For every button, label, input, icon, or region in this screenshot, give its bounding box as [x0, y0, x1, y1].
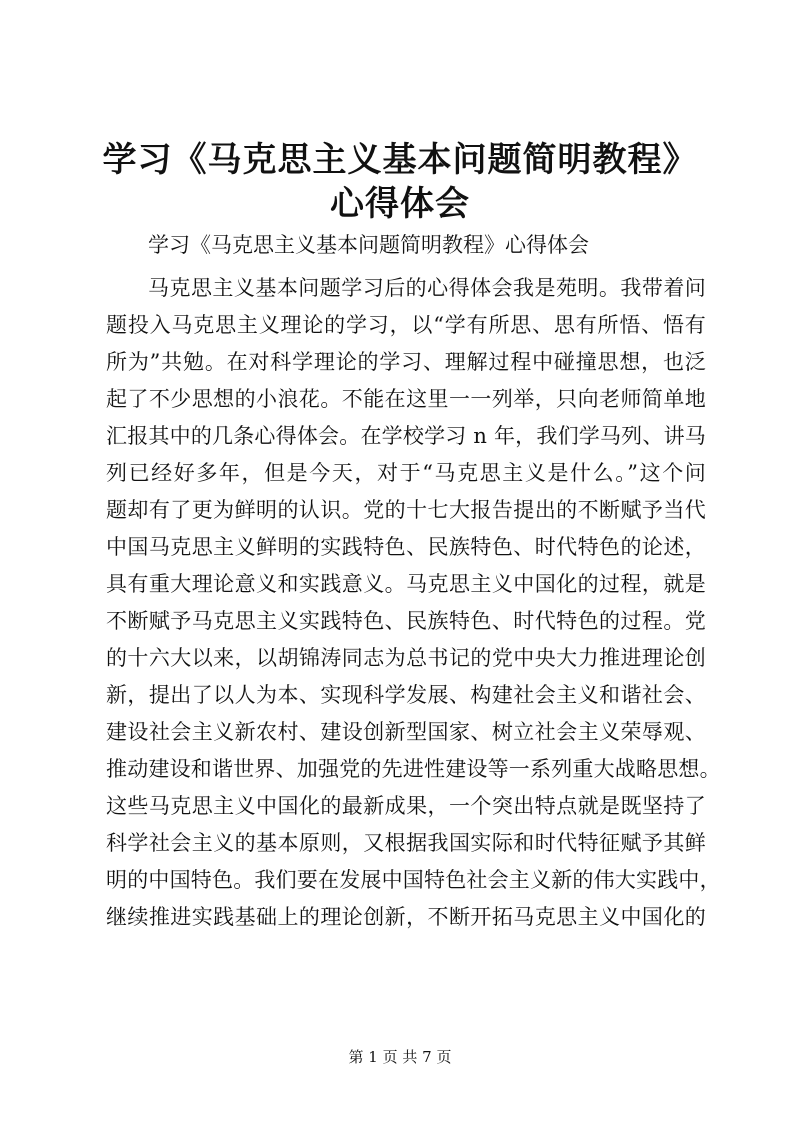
paragraph-line: 汇报其中的几条心得体会。在学校学习 n 年，我们学马列、讲马 [106, 424, 706, 448]
paragraph-line: 新，提出了以人为本、实现科学发展、构建社会主义和谐社会、 [106, 683, 706, 707]
document-title: 学习《马克思主义基本问题简明教程》心得体会 [102, 140, 698, 224]
paragraph-line: 具有重大理论意义和实践意义。马克思主义中国化的过程，就是 [106, 572, 706, 596]
document-subtitle: 学习《马克思主义基本问题简明教程》心得体会 [148, 233, 589, 257]
paragraph-line: 起了不少思想的小浪花。不能在这里一一列举，只向老师简单地 [106, 387, 706, 411]
paragraph-line: 马克思主义基本问题学习后的心得体会我是苑明。我带着问 [148, 276, 706, 300]
paragraph-line: 推动建设和谐世界、加强党的先进性建设等一系列重大战略思想。 [106, 757, 721, 781]
page-number-footer: 第 1 页 共 7 页 [348, 1048, 452, 1066]
paragraph-line: 中国马克思主义鲜明的实践特色、民族特色、时代特色的论述， [106, 535, 706, 559]
paragraph-line: 不断赋予马克思主义实践特色、民族特色、时代特色的过程。党 [106, 609, 706, 633]
paragraph-line: 题投入马克思主义理论的学习，以“学有所思、思有所悟、悟有 [106, 313, 706, 337]
paragraph-line: 这些马克思主义中国化的最新成果，一个突出特点就是既坚持了 [106, 794, 706, 818]
paragraph-line: 科学社会主义的基本原则，又根据我国实际和时代特征赋予其鲜 [106, 831, 706, 855]
paragraph-line: 题却有了更为鲜明的认识。党的十七大报告提出的不断赋予当代 [106, 498, 706, 522]
paragraph-line: 建设社会主义新农村、建设创新型国家、树立社会主义荣辱观、 [106, 720, 706, 744]
paragraph-line: 列已经好多年，但是今天，对于“马克思主义是什么。”这个问 [106, 461, 706, 485]
paragraph-line: 明的中国特色。我们要在发展中国特色社会主义新的伟大实践中， [106, 868, 721, 892]
paragraph-line: 的十六大以来，以胡锦涛同志为总书记的党中央大力推进理论创 [106, 646, 706, 670]
paragraph-line: 继续推进实践基础上的理论创新，不断开拓马克思主义中国化的 [106, 905, 706, 929]
paragraph-line: 所为”共勉。在对科学理论的学习、理解过程中碰撞思想，也泛 [106, 350, 706, 374]
